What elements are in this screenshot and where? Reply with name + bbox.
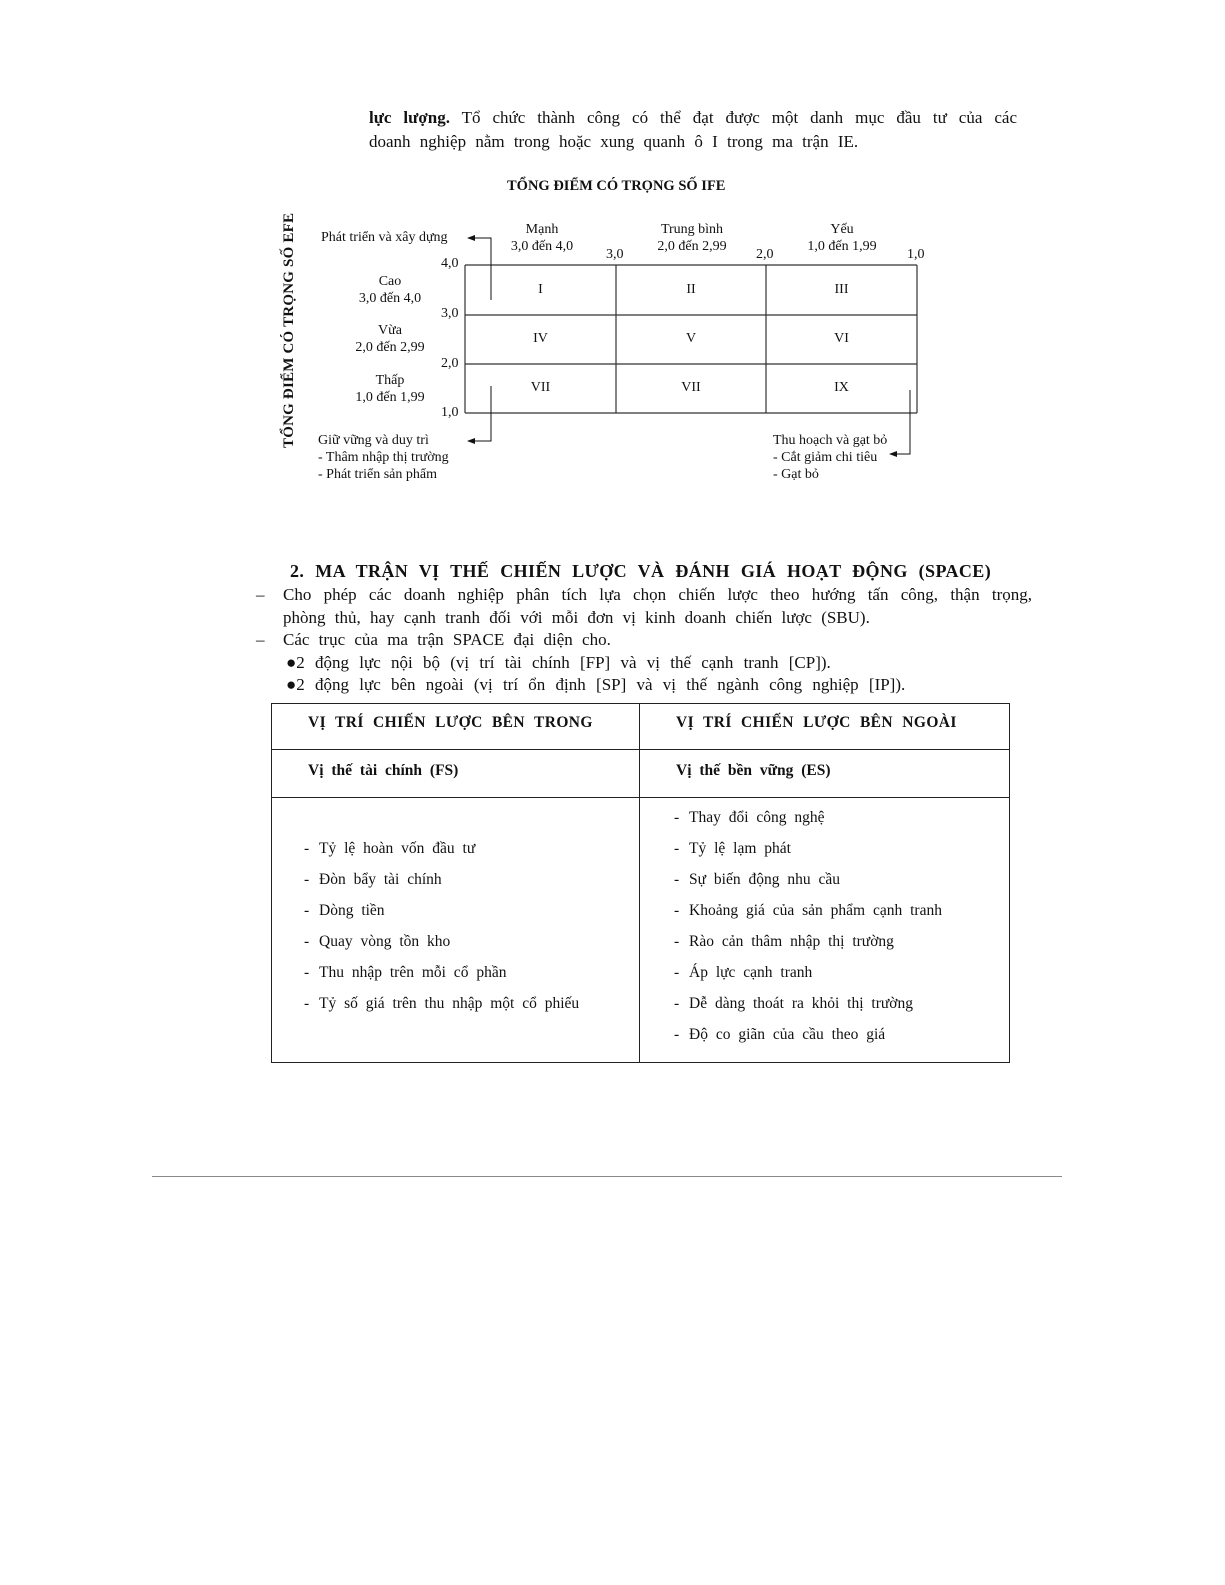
y-tick: 2,0 (441, 356, 459, 371)
space-table (271, 703, 1010, 1063)
strategy-harvest: Thu hoạch và gạt bỏ - Cắt giảm chi tiêu - Gạt bỏ (773, 433, 888, 482)
y-tick: 4,0 (441, 256, 459, 271)
list-item: - Khoảng giá của sản phẩm cạnh tranh (674, 902, 942, 919)
table-cell-es-items (640, 798, 1010, 1063)
x-tick: 3,0 (606, 247, 624, 262)
matrix-cell: II (686, 282, 696, 297)
intro-bold-lead: lực lượng. (369, 108, 450, 127)
list-item: - Sự biến động nhu cầu (674, 871, 840, 888)
row-header-high: Cao 3,0 đến 4,0 (358, 274, 422, 306)
ie-matrix-y-axis-label: TỔNG ĐIỂM CÓ TRỌNG SỐ EFE (281, 212, 297, 448)
table-subheader-fs: Vị thế tài chính (FS) (272, 750, 640, 798)
section-title: 2. MA TRẬN VỊ THẾ CHIẾN LƯỢC VÀ ĐÁNH GIÁ HOẠT ĐỘNG (SPACE) (290, 561, 992, 581)
bullet-item: – Các trục của ma trận SPACE đại diện cho. (256, 630, 611, 649)
row-header-medium: Vừa 2,0 đến 2,99 (355, 323, 425, 355)
matrix-cell: IX (834, 380, 849, 395)
table-subheader-es: Vị thế bền vững (ES) (640, 750, 1010, 798)
list-item: - Thay đổi công nghệ (674, 809, 825, 826)
ie-matrix-title: TỔNG ĐIỂM CÓ TRỌNG SỐ IFE (507, 178, 726, 194)
matrix-cell: IV (533, 331, 548, 346)
sub-bullet: ●2 động lực bên ngoài (vị trí ổn định [SP] và vị thế ngành công nghiệp [IP]). (286, 675, 906, 694)
table-cell-fs-items (272, 798, 640, 1063)
y-tick: 3,0 (441, 306, 459, 321)
x-tick: 1,0 (907, 247, 925, 262)
x-tick: 2,0 (756, 247, 774, 262)
section-bullets (256, 584, 1032, 697)
list-item: - Áp lực cạnh tranh (674, 964, 813, 981)
matrix-cell: I (538, 282, 543, 297)
list-item: - Tỷ lệ lạm phát (674, 840, 791, 857)
bullet-item: – Cho phép các doanh nghiệp phân tích lựa chọn chiến lược theo hướng tấn công, thận trọng, phòng thủ, hay cạnh tranh đối với mỗi đơn vị kinh doanh chiến lược (SBU). (256, 585, 1032, 627)
list-item: - Tỷ lệ hoàn vốn đầu tư (304, 840, 476, 857)
intro-line1: Tổ chức thành công có thể đạt được một danh mục đầu tư của các (461, 108, 1017, 127)
list-item: - Đòn bẩy tài chính (304, 871, 442, 888)
list-item: - Quay vòng tồn kho (304, 933, 451, 950)
page-divider (152, 1176, 1062, 1177)
matrix-cell: V (685, 331, 697, 346)
matrix-cell: VII (681, 380, 701, 395)
list-item: - Độ co giãn của cầu theo giá (674, 1026, 886, 1043)
matrix-cell: III (834, 282, 849, 297)
y-tick: 1,0 (441, 405, 459, 420)
column-header-weak: Yếu 1,0 đến 1,99 (807, 222, 877, 254)
column-header-strong: Mạnh 3,0 đến 4,0 (510, 222, 574, 254)
matrix-cell: VI (834, 331, 849, 346)
list-item: - Dễ dàng thoát ra khỏi thị trường (674, 995, 913, 1012)
list-item: - Rào cản thâm nhập thị trường (674, 933, 894, 950)
table-header-external: VỊ TRÍ CHIẾN LƯỢC BÊN NGOÀI (640, 704, 1010, 750)
column-header-average: Trung bình 2,0 đến 2,99 (657, 222, 727, 254)
intro-line2: doanh nghiệp nằm trong hoặc xung quanh ô I trong ma trận IE. (369, 132, 859, 151)
list-item: - Thu nhập trên mỗi cổ phần (304, 964, 507, 981)
list-item: - Tỷ số giá trên thu nhập một cổ phiếu (304, 995, 580, 1012)
table-header-internal: VỊ TRÍ CHIẾN LƯỢC BÊN TRONG (272, 704, 640, 750)
list-item: - Dòng tiền (304, 902, 385, 919)
harvest-arrow (890, 390, 910, 454)
strategy-grow-label: Phát triển và xây dựng (321, 230, 448, 245)
strategy-hold: Giữ vững và duy trì - Thâm nhập thị trường - Phát triển sản phẩm (318, 433, 449, 482)
matrix-cell: VII (530, 380, 551, 395)
sub-bullet: ●2 động lực nội bộ (vị trí tài chính [FP] và vị thế cạnh tranh [CP]). (286, 652, 831, 672)
row-header-low: Thấp 1,0 đến 1,99 (355, 373, 425, 405)
